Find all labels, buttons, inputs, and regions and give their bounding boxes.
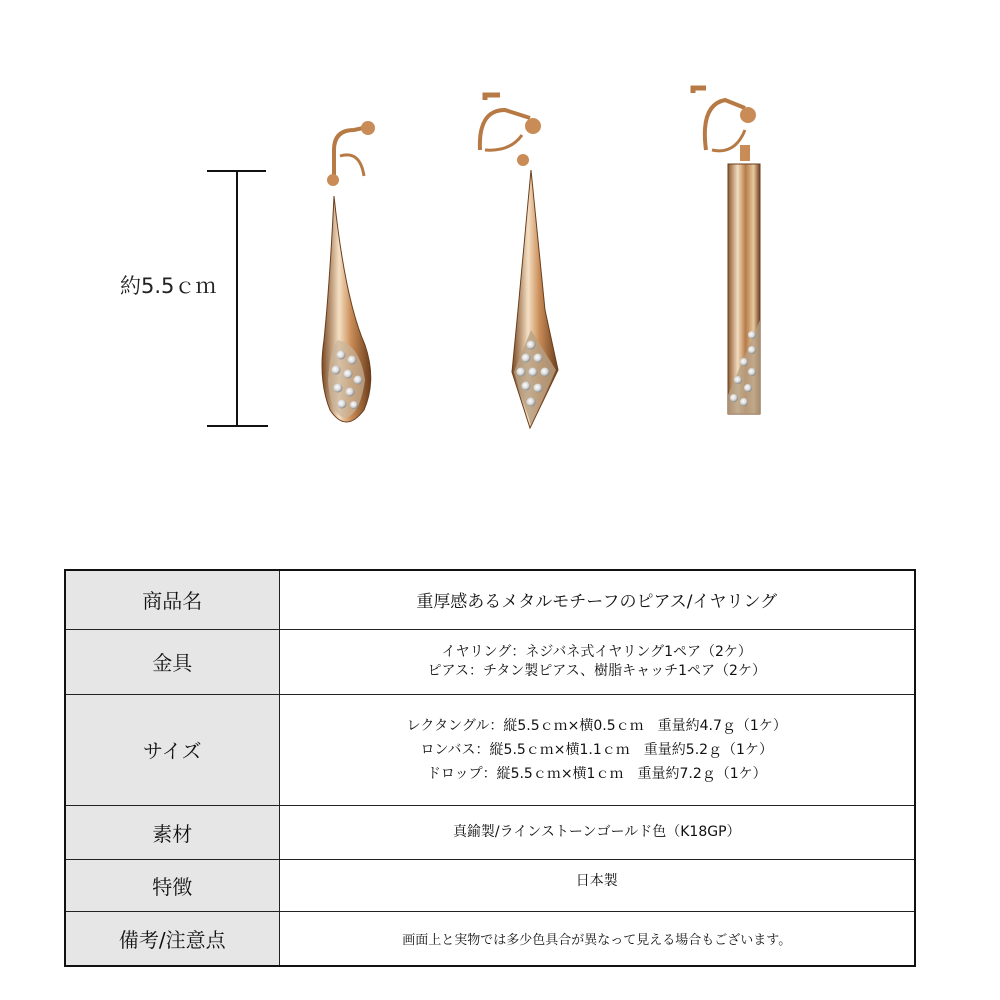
table-row xyxy=(65,859,915,911)
row-label: 備考/注意点 xyxy=(65,911,279,966)
row-value xyxy=(279,805,915,859)
table-row xyxy=(65,570,915,629)
row-value xyxy=(279,629,915,694)
row-label: 商品名 xyxy=(65,570,279,629)
rectangle-earring xyxy=(693,88,760,414)
value-line: 真鍮製/ラインストーンゴールド色（K18GP） xyxy=(452,823,741,840)
value-line: ピアス：チタン製ピアス、樹脂キャッチ1ペア（2ケ） xyxy=(427,662,766,679)
row-value xyxy=(279,694,915,805)
row-value xyxy=(279,570,915,629)
table-row xyxy=(65,805,915,859)
drop-earring xyxy=(322,121,375,422)
size-label: 約5.5ｃｍ xyxy=(120,274,217,298)
rhombus-earring xyxy=(480,95,558,428)
row-label: サイズ xyxy=(65,694,279,805)
row-value xyxy=(279,859,915,911)
value-line: 画面上と実物では多少色具合が異なって見える場合もございます。 xyxy=(402,932,792,948)
value-line: レクタングル：縦5.5ｃｍ×横0.5ｃｍ 重量約4.7ｇ（1ケ） xyxy=(406,717,787,734)
table-row xyxy=(65,911,915,966)
row-label: 金具 xyxy=(65,629,279,694)
value-line: ロンバス：縦5.5ｃｍ×横1.1ｃｍ 重量約5.2ｇ（1ケ） xyxy=(420,741,773,758)
spec-table xyxy=(64,569,916,967)
value-line: イヤリング：ネジバネ式イヤリング1ペア（2ケ） xyxy=(441,643,752,660)
table-row xyxy=(65,629,915,694)
row-value xyxy=(279,911,915,966)
value-line: 日本製 xyxy=(575,872,618,889)
table-row xyxy=(65,694,915,805)
value-line: ドロップ：縦5.5ｃｍ×横1ｃｍ 重量約7.2ｇ（1ケ） xyxy=(426,765,767,782)
row-label: 特徴 xyxy=(65,859,279,911)
value-line: 重厚感あるメタルモチーフのピアス/イヤリング xyxy=(416,592,778,613)
row-label: 素材 xyxy=(65,805,279,859)
